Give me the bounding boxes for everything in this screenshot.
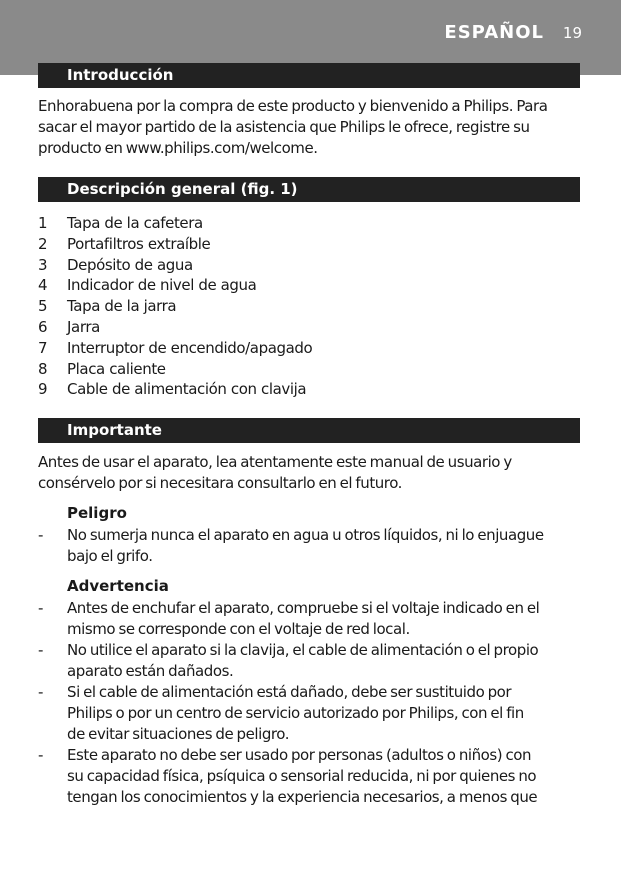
list-item: [38, 275, 312, 296]
item-number: 8: [38, 359, 48, 378]
danger-bullet: [38, 525, 588, 567]
intro-line: Enhorabuena por la compra de este producto y bienvenido a Philips. Para: [38, 97, 548, 115]
bullet-dash: -: [38, 526, 43, 544]
warning-bullet: [38, 640, 588, 682]
warning-heading: Advertencia: [67, 577, 169, 595]
list-item: [38, 317, 312, 338]
list-item: [38, 379, 312, 400]
item-label: Tapa de la jarra: [67, 297, 177, 316]
list-item: [38, 255, 312, 276]
item-number: 2: [38, 234, 48, 253]
warning-bullet: [38, 745, 588, 808]
bullet-dash: -: [38, 683, 43, 701]
list-item: [38, 234, 312, 255]
bullet-dash: -: [38, 599, 43, 617]
danger-heading: Peligro: [67, 504, 127, 522]
bullet-line: de evitar situaciones de peligro.: [67, 725, 290, 743]
bullet-line: No sumerja nunca el aparato en agua u otros líquidos, ni lo enjuague: [67, 526, 544, 544]
bullet-dash: -: [38, 746, 43, 764]
warning-bullet: [38, 682, 588, 745]
item-number: 9: [38, 380, 48, 399]
item-label: Indicador de nivel de agua: [67, 276, 257, 295]
item-number: 6: [38, 317, 48, 336]
list-item: [38, 296, 312, 317]
item-label: Jarra: [67, 317, 100, 336]
important-paragraph: [38, 452, 586, 494]
bullet-line: mismo se corresponde con el voltaje de red local.: [67, 620, 410, 638]
item-number: 3: [38, 255, 48, 274]
section-heading-introduccion: Introducción: [38, 63, 580, 88]
important-line: consérvelo por si necesitara consultarlo en el futuro.: [38, 474, 402, 492]
item-label: Cable de alimentación con clavija: [67, 380, 307, 399]
parts-list: [38, 213, 312, 400]
bullet-line: aparato están dañados.: [67, 662, 234, 680]
bullet-line: tengan los conocimientos y la experiencia necesarios, a menos que: [67, 788, 538, 806]
page-number: 19: [562, 24, 582, 42]
list-item: [38, 338, 312, 359]
language-label: ESPAÑOL: [444, 22, 544, 43]
bullet-line: Este aparato no debe ser usado por personas (adultos o niños) con: [67, 746, 532, 764]
intro-paragraph: [38, 96, 586, 159]
item-label: Depósito de agua: [67, 255, 193, 274]
list-item: [38, 359, 312, 380]
bullet-line: Antes de enchufar el aparato, compruebe si el voltaje indicado en el: [67, 599, 540, 617]
intro-line: sacar el mayor partido de la asistencia que Philips le ofrece, registre su: [38, 118, 530, 136]
bullet-line: bajo el grifo.: [67, 547, 153, 565]
bullet-line: No utilice el aparato si la clavija, el cable de alimentación o el propio: [67, 641, 539, 659]
bullet-line: Si el cable de alimentación está dañado, debe ser sustituido por: [67, 683, 512, 701]
bullet-line: Philips o por un centro de servicio autorizado por Philips, con el fin: [67, 704, 524, 722]
list-item: [38, 213, 312, 234]
item-label: Portafiltros extraíble: [67, 234, 211, 253]
item-number: 4: [38, 276, 48, 295]
intro-line: producto en www.philips.com/welcome.: [38, 139, 318, 157]
important-line: Antes de usar el aparato, lea atentamente este manual de usuario y: [38, 453, 512, 471]
section-heading-importante: Importante: [38, 418, 580, 443]
item-label: Placa caliente: [67, 359, 166, 378]
item-number: 7: [38, 338, 48, 357]
item-label: Interruptor de encendido/apagado: [67, 338, 313, 357]
item-number: 1: [38, 214, 48, 232]
bullet-dash: -: [38, 641, 43, 659]
warning-bullet: [38, 598, 588, 640]
item-label: Tapa de la cafetera: [67, 214, 203, 232]
bullet-line: su capacidad física, psíquica o sensorial reducida, ni por quienes no: [67, 767, 537, 785]
item-number: 5: [38, 297, 48, 316]
section-heading-descripcion-general: Descripción general (fig. 1): [38, 177, 580, 202]
